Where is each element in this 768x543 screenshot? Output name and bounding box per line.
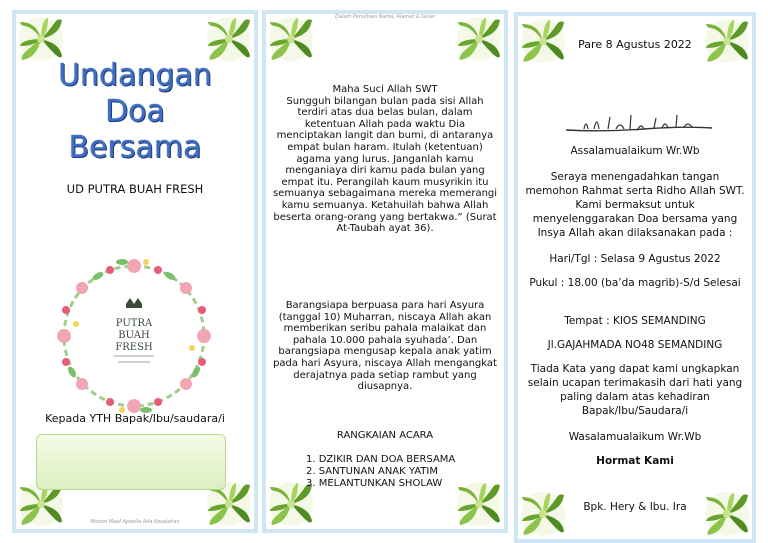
floral-wreath-logo: [46, 248, 222, 424]
acara-list: [306, 454, 455, 490]
closing-text: Tiada Kata yang dapat kami ungkapkan selain ucapan terimakasih dari hati yang paling dalam atas kehadiran Bapak/Ibu/Saudara/i: [527, 363, 743, 417]
title-line: Bersama: [68, 130, 202, 165]
invitation-date: Pare 8 Agustus 2022: [578, 38, 692, 51]
regards-label: Hormat Kami: [596, 455, 674, 467]
verse-panel: [262, 10, 508, 533]
intro-text: Seraya menengadahkan tangan memohon Rahmat serta Ridho Allah SWT. Kami bermaksut untuk menyelenggarakan Doa bersama yang Insya Allah akan dilaksanakan pada :: [525, 171, 745, 239]
wreath-line: BUAH: [118, 330, 150, 341]
leaf-ornament-icon: [268, 16, 314, 62]
invitation-title: [16, 58, 254, 166]
salam-closing: Wasalamualaikum Wr.Wb: [568, 431, 702, 443]
event-address: Jl.GAJAHMADA NO48 SEMANDING: [547, 339, 723, 351]
leaf-ornament-icon: [18, 16, 64, 62]
event-date: Hari/Tgl : Selasa 9 Agustus 2022: [549, 253, 721, 265]
wreath-line: PUTRA: [115, 318, 153, 329]
bismillah-calligraphy-icon: [564, 112, 714, 136]
leaf-ornament-icon: [520, 491, 566, 537]
leaf-ornament-icon: [206, 16, 252, 62]
asyura-hadith: Barangsiapa berpuasa para hari Asyura (tanggal 10) Muharran, niscaya Allah akan memberikan seribu pahala malaikat dan pahala 10.000 pahala syuhada’. Dan barangsiapa mengusap kepala anak yatim pada hari Asyura, niscaya Allah mengangkat derajatnya pada setiap rambut yang diusapnya.: [273, 300, 497, 393]
list-item: 2. SANTUNAN ANAK YATIM: [306, 466, 438, 477]
footer-note: Mohon Maaf Apabila Ada Kesalahan: [90, 519, 180, 525]
acara-title: RANGKAIAN ACARA: [336, 430, 434, 441]
list-item: 1. DZIKIR DAN DOA BERSAMA: [306, 454, 456, 465]
list-item: 3. MELANTUNKAN SHOLAW: [306, 478, 443, 489]
cover-panel: [12, 10, 258, 533]
title-line: Doa: [105, 94, 165, 129]
event-time: Pukul : 18.00 (ba’da magrib)-S/d Selesai: [529, 277, 741, 289]
salam-opening: Assalamualaikum Wr.Wb: [570, 145, 700, 157]
leaf-ornament-icon: [456, 481, 502, 527]
company-name: UD PUTRA BUAH FRESH: [66, 182, 204, 196]
leaf-ornament-icon: [704, 491, 750, 537]
header-note: Dalam Penulisan Nama, Alamat & Gelar: [335, 14, 435, 20]
leaf-ornament-icon: [456, 16, 502, 62]
title-line: Undangan: [58, 58, 212, 93]
recipient-label: Kepada YTH Bapak/Ibu/saudara/i: [45, 412, 225, 425]
host-names: Bpk. Hery & Ibu. Ira: [583, 501, 687, 513]
wreath-line: FRESH: [115, 342, 153, 353]
quran-verse: Maha Suci Allah SWT Sungguh bilangan bulan pada sisi Allah terdiri atas dua belas bulan, dalam ketentuan Allah pada waktu Dia menciptakan langit dan bumi, di antaranya empat bulan haram. Itulah (ketentuan) agama yang lurus. Janganlah kamu menganiaya diri kamu pada bulan yang empat itu. Perangilah kaum musyrikin itu semuanya sebagaimana mereka memerangi kamu semuanya. Ketahuilah bahwa Allah beserta orang-orang yang bertakwa.” (Surat At-Taubah ayat 36).: [272, 84, 498, 235]
event-place: Tempat : KIOS SEMANDING: [564, 315, 706, 327]
recipient-name-box[interactable]: [36, 434, 226, 490]
details-panel: [514, 12, 756, 543]
